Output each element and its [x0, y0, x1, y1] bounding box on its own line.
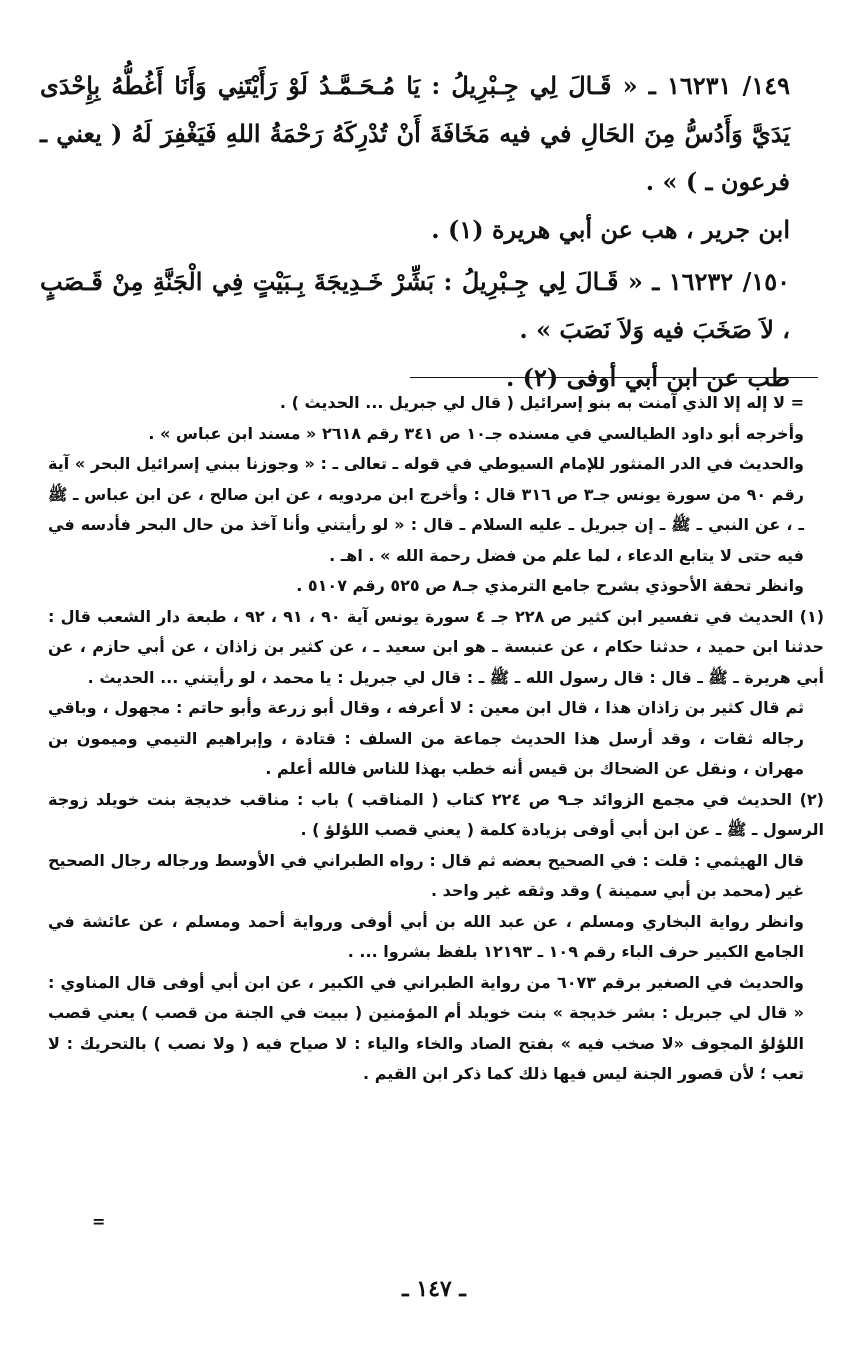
footnote-paragraph: ثم قال كثير بن زاذان هذا ، قال ابن معين : لا أعرفه ، وقال أبو زرعة وأبو حاتم : مجهول ، وباقي رجاله ثقات ، وقد أرسل هذا الحديث جماعة من السلف : قتادة ، وإبراهيم التيمي وميمون بن مهران ، ونقل عن الضحاك بن قيس أنه خطب بهذا للناس فالله أعلم . — [48, 698, 804, 778]
footnote-paragraph: وانظر رواية البخاري ومسلم ، عن عبد الله بن أبي أوفى ورواية أحمد ومسلم ، عن عائشة في الجامع الكبير حرف الباء رقم ١٠٩ ـ ١٢١٩٣ بلفظ بشروا ... . — [48, 911, 804, 961]
hadith-150-source: طب عن ابن أبي أوفى (٢) . — [505, 363, 790, 392]
hadith-150: ١٥٠/ ١٦٢٣٢ ـ « قَـالَ لِي جِـبْرِيلُ : بَشِّرْ خَـدِيجَةَ بِـبَيْتٍ فِي الْجَنَّةِ مِنْ قَـصَبٍ ، لاَ صَخَبَ فيه وَلاَ نَصَبَ » . — [40, 267, 791, 344]
footnote-paragraph: وأخرجه أبو داود الطيالسي في مسنده جـ١٠ ص ٣٤١ رقم ٢٦١٨ « مسند ابن عباس » . — [148, 423, 804, 443]
main-text — [40, 62, 790, 402]
footnote-1: (١) الحديث في تفسير ابن كثير ص ٢٢٨ جـ ٤ سورة يونس آية ٩٠ ، ٩١ ، ٩٢ ، طبعة دار الشعب قال : حدثنا ابن حميد ، حدثنا حكام ، عن عنبسة ـ هو ابن سعيد ـ ، عن كثير بن زاذان ، عن أبي حازم ، عن أبي هريرة ـ ﷺ ـ قال : قال رسول الله ـ ﷺ ـ : قال لي جبريل : يا محمد ، لو رأيتني ... الحديث . — [48, 606, 825, 687]
footnote-paragraph: والحديث في الصغير برقم ٦٠٧٣ من رواية الطبراني في الكبير ، عن ابن أبي أوفى قال المناوي : « قال لي جبريل : بشر خديجة » بنت خويلد أم المؤمنين ( ببيت في الجنة من قصب ) يعني قصب اللؤلؤ المجوف «لا صخب فيه » بفتح الصاد والخاء والياء : لا صياح فيه ( ولا نصب ) بالتحريك : لا تعب ؛ لأن قصور الجنة ليس فيها ذلك كما ذكر ابن القيم . — [48, 972, 804, 1083]
footnote-continuation: = لا إله إلا الذي آمنت به بنو إسرائيل ( قال لي جبريل ... الحديث ) . — [279, 393, 804, 412]
page-number: ـ ١٤٧ ـ — [402, 1276, 466, 1302]
continuation-mark: = — [92, 1212, 106, 1231]
hadith-149: ١٤٩/ ١٦٢٣١ ـ « قَـالَ لِي جِـبْرِيلُ : يَا مُـحَـمَّـدُ لَوْ رَأَيْتَنِي وَأَنَا أَغُطُّهُ بِإِحْدَى يَدَيَّ وَأَدُسُّ مِنَ الحَالِ في فيه مَخَافَةَ أَنْ تُدْرِكَهُ رَحْمَةُ اللهِ فَيَغْفِرَ لَهُ ( يعني ـ فرعون ـ ) » . — [40, 71, 791, 196]
footnote-paragraph: والحديث في الدر المنثور للإمام السيوطي في قوله ـ تعالى ـ : « وجوزنا ببني إسرائيل البحر » آية رقم ٩٠ من سورة يونس جـ٣ ص ٣١٦ قال : وأخرج ابن مردويه ، عن ابن صالح ، عن ابن عباس ـ ﷺ ـ ، عن النبي ـ ﷺ ـ إن جبريل ـ عليه السلام ـ قال : « لو رأيتني وأنا آخذ من حال البحر فأدسه في فيه حتى لا يتابع الدعاء ، لما علم من فضل رحمة الله » . اهـ . — [48, 454, 805, 565]
footnote-2: (٢) الحديث في مجمع الزوائد جـ٩ ص ٢٢٤ كتاب ( المناقب ) باب : مناقب خديجة بنت خويلد زوجة الرسول ـ ﷺ ـ عن ابن أبي أوفى بزيادة كلمة ( يعني قصب اللؤلؤ ) . — [48, 789, 824, 839]
footnote-paragraph: قال الهيثمي : قلت : في الصحيح بعضه ثم قال : رواه الطبراني في الأوسط ورجاله رجال الصحيح غير (محمد بن أبي سمينة ) وقد وثقه غير واحد . — [48, 850, 804, 900]
footnote-paragraph: وانظر تحفة الأحوذي بشرح جامع الترمذي جـ٨ ص ٥٢٥ رقم ٥١٠٧ . — [296, 576, 804, 595]
footnote-separator — [410, 377, 818, 378]
footnotes — [48, 388, 824, 1090]
hadith-149-source: ابن جرير ، هب عن أبي هريرة (١) . — [431, 215, 790, 244]
